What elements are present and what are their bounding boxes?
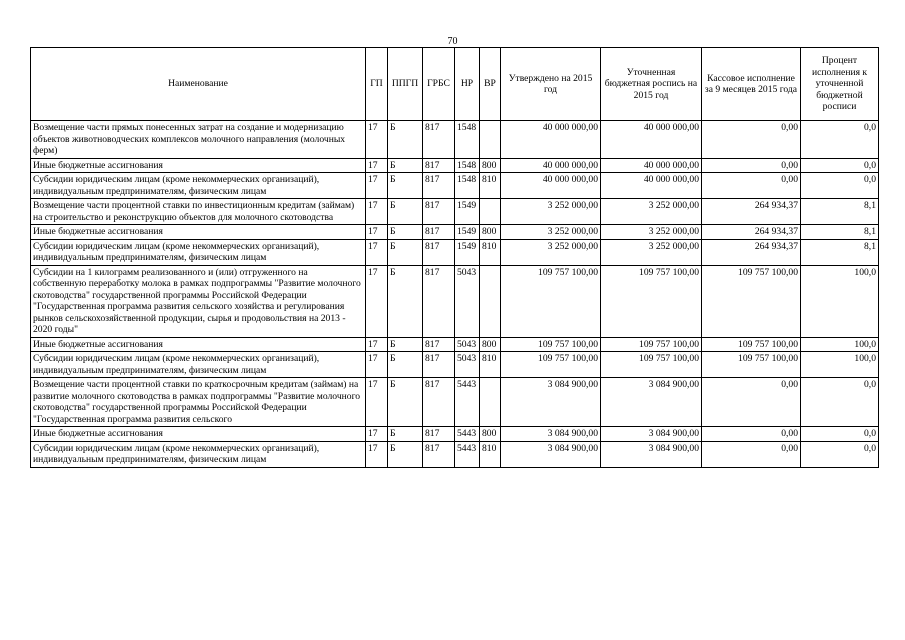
cell-ppgp: Б [388,427,423,442]
cell-np: 1548 [455,121,480,159]
cell-np: 5443 [455,427,480,442]
table-row [31,265,879,337]
cell-np: 1549 [455,239,480,265]
cell-refined: 109 757 100,00 [601,265,702,337]
cell-vr [480,121,501,159]
cell-grbs: 817 [423,239,455,265]
cell-vr: 800 [480,225,501,240]
cell-gp: 17 [366,337,388,352]
cell-np: 1549 [455,225,480,240]
cell-np: 5443 [455,378,480,427]
cell-cash: 0,00 [702,173,801,199]
cell-name: Иные бюджетные ассигнования [31,225,366,240]
cell-cash: 0,00 [702,427,801,442]
table-row [31,158,879,173]
cell-approved: 3 252 000,00 [501,225,601,240]
cell-vr: 800 [480,427,501,442]
cell-ppgp: Б [388,225,423,240]
cell-vr: 810 [480,239,501,265]
cell-ppgp: Б [388,121,423,159]
cell-percent: 0,0 [801,378,879,427]
cell-approved: 40 000 000,00 [501,121,601,159]
cell-ppgp: Б [388,265,423,337]
cell-np: 5043 [455,352,480,378]
header-refined: Уточненная бюджетная роспись на 2015 год [601,48,702,121]
header-approved: Утверждено на 2015 год [501,48,601,121]
cell-grbs: 817 [423,427,455,442]
cell-cash: 264 934,37 [702,199,801,225]
cell-cash: 109 757 100,00 [702,337,801,352]
cell-name: Возмещение части прямых понесенных затрат на создание и модернизацию объектов животноводческих комплексов молочного направления (молочных ферм) [31,121,366,159]
header-percent: Процент исполнения к уточненной бюджетной росписи [801,48,879,121]
header-cash: Кассовое исполнение за 9 месяцев 2015 года [702,48,801,121]
cell-np: 5443 [455,441,480,467]
cell-percent: 8,1 [801,225,879,240]
cell-grbs: 817 [423,158,455,173]
cell-approved: 3 084 900,00 [501,441,601,467]
cell-refined: 3 084 900,00 [601,441,702,467]
cell-refined: 3 252 000,00 [601,239,702,265]
cell-np: 1549 [455,199,480,225]
cell-approved: 3 084 900,00 [501,427,601,442]
cell-name: Иные бюджетные ассигнования [31,427,366,442]
cell-percent: 0,0 [801,121,879,159]
cell-ppgp: Б [388,158,423,173]
cell-vr: 810 [480,441,501,467]
cell-vr [480,199,501,225]
cell-percent: 8,1 [801,239,879,265]
cell-vr: 810 [480,352,501,378]
cell-vr [480,378,501,427]
cell-gp: 17 [366,239,388,265]
cell-name: Субсидии юридическим лицам (кроме некоммерческих организаций), индивидуальным предпринимателям, физическим лицам [31,173,366,199]
cell-name: Иные бюджетные ассигнования [31,158,366,173]
cell-gp: 17 [366,441,388,467]
cell-vr [480,265,501,337]
header-name: Наименование [31,48,366,121]
cell-refined: 109 757 100,00 [601,337,702,352]
cell-cash: 109 757 100,00 [702,352,801,378]
cell-percent: 100,0 [801,337,879,352]
cell-gp: 17 [366,265,388,337]
cell-approved: 40 000 000,00 [501,158,601,173]
cell-percent: 8,1 [801,199,879,225]
table-row [31,199,879,225]
cell-name: Субсидии юридическим лицам (кроме некоммерческих организаций), индивидуальным предпринимателям, физическим лицам [31,239,366,265]
budget-table [30,47,879,468]
cell-refined: 40 000 000,00 [601,121,702,159]
cell-approved: 109 757 100,00 [501,352,601,378]
cell-grbs: 817 [423,441,455,467]
cell-refined: 3 084 900,00 [601,378,702,427]
cell-grbs: 817 [423,121,455,159]
page-number: 70 [447,36,458,47]
cell-np: 1548 [455,158,480,173]
cell-percent: 100,0 [801,352,879,378]
table-header-row [31,48,879,121]
cell-ppgp: Б [388,441,423,467]
cell-refined: 109 757 100,00 [601,352,702,378]
cell-approved: 3 252 000,00 [501,239,601,265]
cell-grbs: 817 [423,337,455,352]
cell-vr: 800 [480,158,501,173]
cell-np: 5043 [455,265,480,337]
cell-name: Возмещение части процентной ставки по инвестиционным кредитам (займам) на строительство и реконструкцию объектов для молочного скотоводства [31,199,366,225]
cell-percent: 0,0 [801,427,879,442]
header-grbs: ГРБС [423,48,455,121]
cell-cash: 0,00 [702,441,801,467]
cell-refined: 3 252 000,00 [601,225,702,240]
cell-approved: 40 000 000,00 [501,173,601,199]
cell-gp: 17 [366,158,388,173]
table-body [31,121,879,468]
cell-name: Субсидии юридическим лицам (кроме некоммерческих организаций), индивидуальным предпринимателям, физическим лицам [31,441,366,467]
cell-cash: 0,00 [702,121,801,159]
cell-approved: 3 084 900,00 [501,378,601,427]
cell-gp: 17 [366,225,388,240]
cell-grbs: 817 [423,225,455,240]
cell-name: Субсидии на 1 килограмм реализованного и (или) отгруженного на собственную переработку молока в рамках подпрограммы "Развитие молочного скотоводства" государственной программы Российской Федерации "Государственная программа развития сельского хозяйства и регулирования рынков сельскохозяйственной продукции, сырья и продовольствия на 2013 - 2020 годы" [31,265,366,337]
cell-grbs: 817 [423,265,455,337]
cell-grbs: 817 [423,173,455,199]
cell-cash: 0,00 [702,158,801,173]
table-row [31,352,879,378]
cell-percent: 0,0 [801,158,879,173]
cell-grbs: 817 [423,199,455,225]
cell-approved: 109 757 100,00 [501,337,601,352]
cell-percent: 100,0 [801,265,879,337]
cell-np: 1548 [455,173,480,199]
cell-gp: 17 [366,427,388,442]
cell-approved: 3 252 000,00 [501,199,601,225]
table-row [31,173,879,199]
cell-cash: 264 934,37 [702,239,801,265]
table-row [31,121,879,159]
cell-ppgp: Б [388,199,423,225]
header-np: НР [455,48,480,121]
cell-percent: 0,0 [801,173,879,199]
cell-gp: 17 [366,378,388,427]
cell-grbs: 817 [423,378,455,427]
cell-cash: 0,00 [702,378,801,427]
cell-gp: 17 [366,173,388,199]
header-ppgp: ППГП [388,48,423,121]
cell-refined: 3 252 000,00 [601,199,702,225]
cell-vr: 810 [480,173,501,199]
table-row [31,225,879,240]
cell-cash: 264 934,37 [702,225,801,240]
header-gp: ГП [366,48,388,121]
table-row [31,441,879,467]
cell-approved: 109 757 100,00 [501,265,601,337]
table-row [31,378,879,427]
cell-refined: 3 084 900,00 [601,427,702,442]
cell-refined: 40 000 000,00 [601,173,702,199]
cell-ppgp: Б [388,378,423,427]
cell-ppgp: Б [388,173,423,199]
cell-np: 5043 [455,337,480,352]
header-vr: ВР [480,48,501,121]
cell-name: Возмещение части процентной ставки по краткосрочным кредитам (займам) на развитие молочного скотоводства в рамках подпрограммы "Развитие молочного скотоводства" государственной программы Российской Федерации "Государственная программа развития сельского [31,378,366,427]
cell-cash: 109 757 100,00 [702,265,801,337]
cell-ppgp: Б [388,239,423,265]
table-row [31,337,879,352]
cell-ppgp: Б [388,352,423,378]
cell-refined: 40 000 000,00 [601,158,702,173]
cell-gp: 17 [366,121,388,159]
cell-name: Иные бюджетные ассигнования [31,337,366,352]
cell-grbs: 817 [423,352,455,378]
table-row [31,427,879,442]
cell-gp: 17 [366,199,388,225]
cell-percent: 0,0 [801,441,879,467]
cell-name: Субсидии юридическим лицам (кроме некоммерческих организаций), индивидуальным предпринимателям, физическим лицам [31,352,366,378]
table-row [31,239,879,265]
cell-ppgp: Б [388,337,423,352]
cell-gp: 17 [366,352,388,378]
cell-vr: 800 [480,337,501,352]
